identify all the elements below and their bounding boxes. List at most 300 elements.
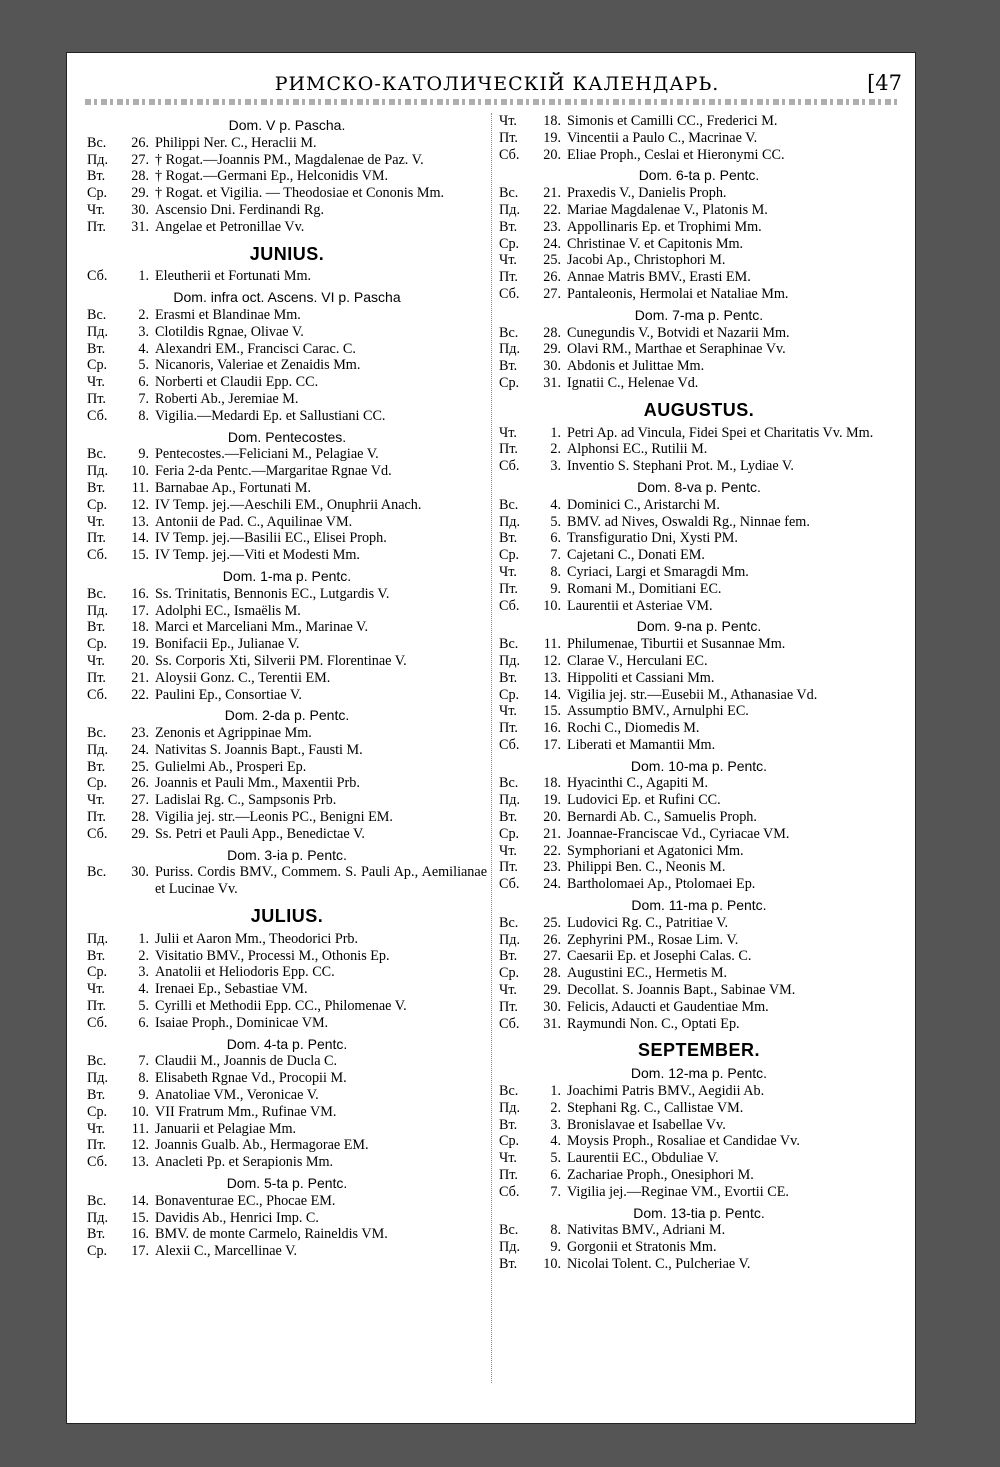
calendar-entry	[87, 1193, 487, 1210]
day-number: 24.	[543, 876, 561, 893]
calendar-entry	[499, 514, 899, 531]
weekday-abbrev: Вт.	[87, 168, 106, 185]
sunday-heading: Dom. 5-ta p. Pentc.	[226, 1175, 348, 1192]
weekday-abbrev: Сб.	[87, 686, 108, 703]
saints-text: Christinae V. et Capitonis Mm.	[567, 235, 744, 252]
saints-text: Ludovici Rg. C., Patritiae V.	[567, 914, 729, 931]
saints-text: Ludovici Ep. et Rufini CC.	[567, 792, 721, 809]
day-number: 23.	[131, 725, 149, 742]
weekday-abbrev: Чт.	[499, 113, 517, 129]
day-number: 18.	[131, 619, 149, 636]
weekday-abbrev: Пд.	[87, 323, 109, 340]
weekday-abbrev: Вс.	[87, 134, 107, 151]
calendar-entry	[499, 425, 899, 442]
saints-text: Anatolii et Heliodoris Epp. CC.	[155, 964, 335, 981]
day-number: 27.	[543, 285, 561, 302]
saints-text: Symphoriani et Agatonici Mm.	[567, 842, 744, 859]
weekday-abbrev: Вс.	[499, 1222, 519, 1239]
calendar-entry	[87, 357, 487, 374]
day-number: 9.	[550, 580, 561, 597]
calendar-entry	[87, 374, 487, 391]
weekday-abbrev: Пд.	[499, 1099, 521, 1116]
day-number: 3.	[550, 1116, 561, 1133]
calendar-entry	[87, 391, 487, 408]
calendar-entry	[87, 1154, 487, 1171]
weekday-abbrev: Ср.	[87, 496, 108, 513]
day-number: 3.	[138, 323, 149, 340]
saints-text: Joannis et Pauli Mm., Maxentii Prb.	[155, 775, 360, 792]
weekday-abbrev: Вт.	[87, 947, 106, 964]
calendar-entry	[87, 998, 487, 1015]
saints-text: Dominici C., Aristarchi M.	[567, 496, 720, 513]
saints-text: † Rogat.—Germani Ep., Helconidis VM.	[155, 168, 389, 185]
day-number: 17.	[543, 736, 561, 753]
weekday-abbrev: Ср.	[87, 357, 108, 374]
day-number: 19.	[543, 792, 561, 809]
weekday-abbrev: Сб.	[499, 285, 520, 302]
calendar-entry	[499, 147, 899, 164]
calendar-entry	[499, 564, 899, 581]
weekday-abbrev: Пт.	[87, 809, 106, 826]
weekday-abbrev: Вс.	[87, 725, 107, 742]
day-number: 29.	[543, 982, 561, 999]
weekday-abbrev: Пд.	[499, 513, 521, 530]
saints-text: Antonii de Pad. C., Aquilinae VM.	[155, 513, 353, 530]
weekday-abbrev: Пд.	[499, 652, 521, 669]
saints-text: Bonifacii Ep., Julianae V.	[155, 636, 300, 653]
calendar-entry	[499, 809, 899, 826]
weekday-abbrev: Вт.	[87, 340, 106, 357]
day-number: 2.	[138, 947, 149, 964]
weekday-abbrev: Пд.	[87, 930, 109, 947]
day-number: 24.	[543, 235, 561, 252]
weekday-abbrev: Ср.	[87, 964, 108, 981]
day-number: 5.	[550, 513, 561, 530]
calendar-entry	[499, 219, 899, 236]
calendar-entry	[499, 269, 899, 286]
weekday-abbrev: Вс.	[87, 306, 107, 323]
day-number: 8.	[550, 563, 561, 580]
day-number: 22.	[131, 686, 149, 703]
weekday-abbrev: Чт.	[499, 252, 517, 269]
calendar-entry	[87, 1137, 487, 1154]
sunday-heading: Dom. Pentecostes.	[227, 428, 347, 445]
saints-text: Ascensio Dni. Ferdinandi Rg.	[155, 201, 325, 218]
saints-text: Praxedis V., Danielis Proph.	[567, 185, 727, 202]
saints-text: Gorgonii et Stratonis Mm.	[567, 1239, 717, 1256]
day-number: 25.	[131, 758, 149, 775]
calendar-entry	[499, 826, 899, 843]
day-number: 5.	[138, 357, 149, 374]
day-number: 20.	[131, 652, 149, 669]
day-number: 7.	[138, 390, 149, 407]
day-number: 1.	[138, 930, 149, 947]
day-number: 5.	[550, 1150, 561, 1167]
sunday-heading: Dom. 6-ta p. Pentc.	[638, 167, 760, 184]
saints-text: Pentecostes.—Feliciani M., Pelagiae V.	[155, 446, 379, 463]
sunday-heading: Dom. 10-ma p. Pentc.	[630, 757, 768, 774]
day-number: 23.	[543, 218, 561, 235]
calendar-entry	[87, 981, 487, 998]
saints-text: Stephani Rg. C., Callistae VM.	[567, 1099, 744, 1116]
calendar-entry	[87, 547, 487, 564]
calendar-entry	[87, 687, 487, 704]
weekday-abbrev: Сб.	[87, 1154, 108, 1171]
calendar-entry	[499, 932, 899, 949]
saints-text: Claudii M., Joannis de Ducla C.	[155, 1053, 338, 1070]
day-number: 7.	[550, 547, 561, 564]
weekday-abbrev: Сб.	[499, 458, 520, 475]
calendar-entry	[87, 1226, 487, 1243]
weekday-abbrev: Вт.	[499, 948, 518, 965]
calendar-entry	[87, 775, 487, 792]
calendar-entry	[499, 720, 899, 737]
sunday-heading: Dom. infra oct. Ascens. VI p. Pascha	[173, 289, 401, 306]
saints-text: Transfiguratio Dni, Xysti PM.	[567, 530, 738, 547]
calendar-entry	[499, 458, 899, 475]
day-number: 13.	[131, 1154, 149, 1171]
weekday-abbrev: Вт.	[499, 358, 518, 375]
saints-text: Romani M., Domitiani EC.	[567, 580, 722, 597]
saints-text: Anatoliae VM., Veronicae V.	[155, 1087, 319, 1104]
weekday-abbrev: Пд.	[499, 341, 521, 358]
calendar-entry	[499, 113, 899, 130]
day-number: 11.	[131, 479, 149, 496]
saints-text: Ss. Petri et Pauli App., Benedictae V.	[155, 825, 365, 842]
calendar-entry	[87, 497, 487, 514]
weekday-abbrev: Ср.	[499, 235, 520, 252]
calendar-entry	[87, 1053, 487, 1070]
day-number: 3.	[550, 458, 561, 475]
saints-text: Paulini Ep., Consortiae V.	[155, 686, 302, 703]
calendar-entry	[499, 1133, 899, 1150]
saints-text: Appollinaris Ep. et Trophimi Mm.	[567, 218, 762, 235]
weekday-abbrev: Сб.	[499, 1015, 520, 1032]
calendar-entry	[499, 497, 899, 514]
weekday-abbrev: Чт.	[499, 1150, 517, 1167]
saints-text: Irenaei Ep., Sebastiae VM.	[155, 981, 308, 998]
day-number: 9.	[138, 1087, 149, 1104]
day-number: 2.	[550, 441, 561, 458]
weekday-abbrev: Сб.	[87, 547, 108, 564]
saints-text: Elisabeth Rgnae Vd., Procopii M.	[155, 1070, 347, 1087]
weekday-abbrev: Пд.	[87, 463, 109, 480]
calendar-entry	[499, 1100, 899, 1117]
calendar-entry	[499, 843, 899, 860]
calendar-entry	[87, 1210, 487, 1227]
calendar-entry	[87, 480, 487, 497]
saints-text: Annae Matris BMV., Erasti EM.	[567, 269, 751, 286]
sunday-heading: Dom. 8-va p. Pentc.	[637, 478, 761, 495]
weekday-abbrev: Ср.	[499, 686, 520, 703]
saints-text: Anacleti Pp. et Serapionis Mm.	[155, 1154, 334, 1171]
day-number: 1.	[550, 1083, 561, 1100]
calendar-entry	[87, 653, 487, 670]
weekday-abbrev: Пд.	[87, 1070, 109, 1087]
day-number: 4.	[138, 340, 149, 357]
calendar-entry	[87, 341, 487, 358]
saints-text: Caesarii Ep. et Josephi Calas. C.	[567, 948, 752, 965]
weekday-abbrev: Ср.	[499, 547, 520, 564]
saints-text: Rochi C., Diomedis M.	[567, 720, 700, 737]
day-number: 21.	[543, 825, 561, 842]
saints-text: Decollat. S. Joannis Bapt., Sabinae VM.	[567, 982, 796, 999]
calendar-entry	[499, 670, 899, 687]
saints-text: Barnabae Ap., Fortunati M.	[155, 479, 312, 496]
day-number: 27.	[131, 151, 149, 168]
calendar-entry	[499, 999, 899, 1016]
calendar-entry	[499, 982, 899, 999]
day-number: 9.	[138, 446, 149, 463]
weekday-abbrev: Ср.	[499, 374, 520, 391]
calendar-entry	[499, 775, 899, 792]
day-number: 18.	[543, 113, 561, 129]
saints-text: Pantaleonis, Hermolai et Nataliae Mm.	[567, 285, 789, 302]
saints-text: Simonis et Camilli CC., Frederici M.	[567, 113, 778, 129]
weekday-abbrev: Вт.	[87, 1226, 106, 1243]
day-number: 14.	[543, 686, 561, 703]
day-number: 30.	[131, 201, 149, 218]
calendar-entry	[87, 514, 487, 531]
calendar-entry	[499, 1256, 899, 1273]
calendar-entry	[499, 1167, 899, 1184]
day-number: 4.	[550, 1133, 561, 1150]
saints-text: Ladislai Rg. C., Sampsonis Prb.	[155, 792, 337, 809]
day-number: 27.	[543, 948, 561, 965]
weekday-abbrev: Пд.	[499, 792, 521, 809]
calendar-entry	[87, 586, 487, 603]
day-number: 28.	[543, 324, 561, 341]
day-number: 6.	[550, 1167, 561, 1184]
weekday-abbrev: Сб.	[499, 1183, 520, 1200]
calendar-page	[66, 52, 916, 1424]
day-number: 30.	[543, 358, 561, 375]
saints-text: Norberti et Claudii Epp. CC.	[155, 374, 319, 391]
decorative-rule	[85, 99, 897, 105]
day-number: 26.	[131, 775, 149, 792]
day-number: 11.	[131, 1120, 149, 1137]
day-number: 4.	[550, 496, 561, 513]
calendar-entry	[87, 268, 487, 285]
calendar-entry	[87, 1015, 487, 1032]
weekday-abbrev: Чт.	[499, 982, 517, 999]
day-number: 12.	[131, 1137, 149, 1154]
month-heading: JULIUS.	[250, 906, 324, 927]
saints-text: Nativitas S. Joannis Bapt., Fausti M.	[155, 741, 363, 758]
weekday-abbrev: Вт.	[499, 669, 518, 686]
saints-text: Erasmi et Blandinae Mm.	[155, 306, 301, 323]
calendar-entry	[87, 964, 487, 981]
day-number: 28.	[131, 168, 149, 185]
weekday-abbrev: Чт.	[499, 563, 517, 580]
calendar-entry	[499, 653, 899, 670]
weekday-abbrev: Пд.	[87, 741, 109, 758]
saints-text: Mariae Magdalenae V., Platonis M.	[567, 201, 768, 218]
weekday-abbrev: Чт.	[499, 424, 517, 441]
saints-text: Felicis, Adaucti et Gaudentiae Mm.	[567, 998, 769, 1015]
weekday-abbrev: Чт.	[87, 374, 105, 391]
saints-text: Bronislavae et Isabellae Vv.	[567, 1116, 726, 1133]
day-number: 10.	[131, 463, 149, 480]
calendar-entry	[87, 446, 487, 463]
saints-text: Joannae-Franciscae Vd., Cyriacae VM.	[567, 825, 790, 842]
day-number: 20.	[543, 809, 561, 826]
calendar-entry	[499, 375, 899, 392]
calendar-entry	[87, 948, 487, 965]
day-number: 3.	[138, 964, 149, 981]
calendar-entry	[499, 236, 899, 253]
calendar-entry	[499, 1117, 899, 1134]
saints-text: Puriss. Cordis BMV., Commem. S. Pauli Ap., Aemilianae et Lucinae Vv.	[155, 864, 487, 898]
weekday-abbrev: Чт.	[499, 703, 517, 720]
sunday-heading: Dom. 12-ma p. Pentc.	[630, 1065, 768, 1082]
weekday-abbrev: Вс.	[499, 636, 519, 653]
weekday-abbrev: Сб.	[499, 597, 520, 614]
saints-text: Zenonis et Agrippinae Mm.	[155, 725, 312, 742]
calendar-entry	[87, 603, 487, 620]
saints-text: Davidis Ab., Henrici Imp. C.	[155, 1209, 319, 1226]
calendar-entry	[87, 1070, 487, 1087]
calendar-entry	[499, 876, 899, 893]
day-number: 29.	[543, 341, 561, 358]
calendar-entry	[87, 1104, 487, 1121]
day-number: 15.	[131, 547, 149, 564]
day-number: 26.	[131, 134, 149, 151]
saints-text: Cyrilli et Methodii Epp. CC., Philomenae V.	[155, 998, 407, 1015]
saints-text: Philippi Ben. C., Neonis M.	[567, 859, 726, 876]
saints-text: Clotildis Rgnae, Olivae V.	[155, 323, 304, 340]
weekday-abbrev: Пт.	[499, 269, 518, 286]
day-number: 6.	[138, 1014, 149, 1031]
day-number: 22.	[543, 842, 561, 859]
saints-text: Bonaventurae EC., Phocae EM.	[155, 1192, 336, 1209]
saints-text: Hippoliti et Cassiani Mm.	[567, 669, 715, 686]
weekday-abbrev: Пт.	[87, 998, 106, 1015]
saints-text: Ignatii C., Helenae Vd.	[567, 374, 699, 391]
calendar-entry	[499, 948, 899, 965]
day-number: 28.	[543, 965, 561, 982]
calendar-entry	[499, 252, 899, 269]
calendar-entry	[87, 792, 487, 809]
saints-text: Nicolai Tolent. C., Pulcheriae V.	[567, 1256, 751, 1272]
day-number: 25.	[543, 252, 561, 269]
day-number: 6.	[550, 530, 561, 547]
month-heading: JUNIUS.	[249, 243, 325, 264]
day-number: 16.	[131, 1226, 149, 1243]
day-number: 26.	[543, 931, 561, 948]
saints-text: Januarii et Pelagiae Mm.	[155, 1120, 297, 1137]
sunday-heading: Dom. 11-ma p. Pentc.	[631, 897, 767, 914]
calendar-entry	[499, 325, 899, 342]
weekday-abbrev: Пт.	[499, 720, 518, 737]
weekday-abbrev: Вт.	[87, 619, 106, 636]
weekday-abbrev: Вс.	[499, 496, 519, 513]
day-number: 22.	[543, 201, 561, 218]
month-heading: AUGUSTUS.	[643, 399, 755, 420]
day-number: 11.	[543, 636, 561, 653]
calendar-entry	[499, 1150, 899, 1167]
day-number: 21.	[543, 185, 561, 202]
saints-text: Alexii C., Marcellinae V.	[155, 1243, 298, 1260]
page-number: [47	[867, 71, 902, 95]
saints-text: Zephyrini PM., Rosae Lim. V.	[567, 931, 739, 948]
calendar-entry	[499, 687, 899, 704]
saints-text: Laurentii EC., Obduliae V.	[567, 1150, 719, 1167]
calendar-entry	[499, 286, 899, 303]
calendar-entry	[499, 185, 899, 202]
calendar-entry	[499, 737, 899, 754]
saints-text: Visitatio BMV., Processi M., Othonis Ep.	[155, 947, 390, 964]
weekday-abbrev: Вт.	[499, 1256, 518, 1272]
day-number: 19.	[543, 129, 561, 146]
day-number: 8.	[138, 1070, 149, 1087]
calendar-entry	[87, 324, 487, 341]
saints-text: Vigilia.—Medardi Ep. et Sallustiani CC.	[155, 407, 386, 424]
day-number: 30.	[543, 998, 561, 1015]
weekday-abbrev: Пд.	[499, 201, 521, 218]
weekday-abbrev: Ср.	[87, 636, 108, 653]
weekday-abbrev: Пд.	[87, 1209, 109, 1226]
calendar-entry	[87, 135, 487, 152]
saints-text: Eleutherii et Fortunati Mm.	[155, 268, 312, 285]
sunday-heading: Dom. V p. Pascha.	[228, 117, 346, 133]
saints-text: IV Temp. jej.—Viti et Modesti Mm.	[155, 547, 360, 564]
saints-text: † Rogat. et Vigilia. — Theodosiae et Cononis Mm.	[155, 185, 445, 202]
day-number: 28.	[131, 809, 149, 826]
saints-text: Bartholomaei Ap., Ptolomaei Ep.	[567, 876, 756, 893]
calendar-entry	[499, 703, 899, 720]
saints-text: Petri Ap. ad Vincula, Fidei Spei et Charitatis Vv. Mm.	[567, 424, 874, 441]
day-number: 13.	[131, 513, 149, 530]
column-divider	[491, 113, 493, 1383]
saints-text: Feria 2-da Pentc.—Margaritae Rgnae Vd.	[155, 463, 392, 480]
weekday-abbrev: Пт.	[499, 859, 518, 876]
calendar-entry	[499, 1222, 899, 1239]
day-number: 12.	[131, 496, 149, 513]
day-number: 8.	[138, 407, 149, 424]
saints-text: Clarae V., Herculani EC.	[567, 652, 708, 669]
day-number: 17.	[131, 602, 149, 619]
day-number: 8.	[550, 1222, 561, 1239]
sunday-heading: Dom. 2-da p. Pentc.	[224, 707, 350, 724]
day-number: 10.	[543, 1256, 561, 1272]
saints-text: Cunegundis V., Botvidi et Nazarii Mm.	[567, 324, 790, 341]
calendar-entry	[87, 307, 487, 324]
calendar-entry	[87, 202, 487, 219]
day-number: 26.	[543, 269, 561, 286]
saints-text: Julii et Aaron Mm., Theodorici Prb.	[155, 930, 359, 947]
saints-text: Zachariae Proph., Onesiphori M.	[567, 1167, 754, 1184]
day-number: 2.	[550, 1099, 561, 1116]
weekday-abbrev: Пт.	[499, 580, 518, 597]
saints-text: Nicanoris, Valeriae et Zenaidis Mm.	[155, 357, 361, 374]
calendar-entry	[87, 408, 487, 425]
day-number: 1.	[550, 424, 561, 441]
saints-text: † Rogat.—Joannis PM., Magdalenae de Paz. V.	[155, 151, 424, 168]
calendar-entry	[499, 965, 899, 982]
weekday-abbrev: Сб.	[87, 407, 108, 424]
calendar-entry	[499, 130, 899, 147]
saints-text: Joannis Gualb. Ab., Hermagorae EM.	[155, 1137, 369, 1154]
day-number: 23.	[543, 859, 561, 876]
calendar-entry	[87, 864, 487, 898]
saints-text: Eliae Proph., Ceslai et Hieronymi CC.	[567, 146, 785, 163]
calendar-entry	[87, 931, 487, 948]
saints-text: Vigilia jej. str.—Leonis PC., Benigni EM.	[155, 809, 393, 826]
day-number: 29.	[131, 825, 149, 842]
calendar-entry	[87, 152, 487, 169]
calendar-entry	[87, 759, 487, 776]
